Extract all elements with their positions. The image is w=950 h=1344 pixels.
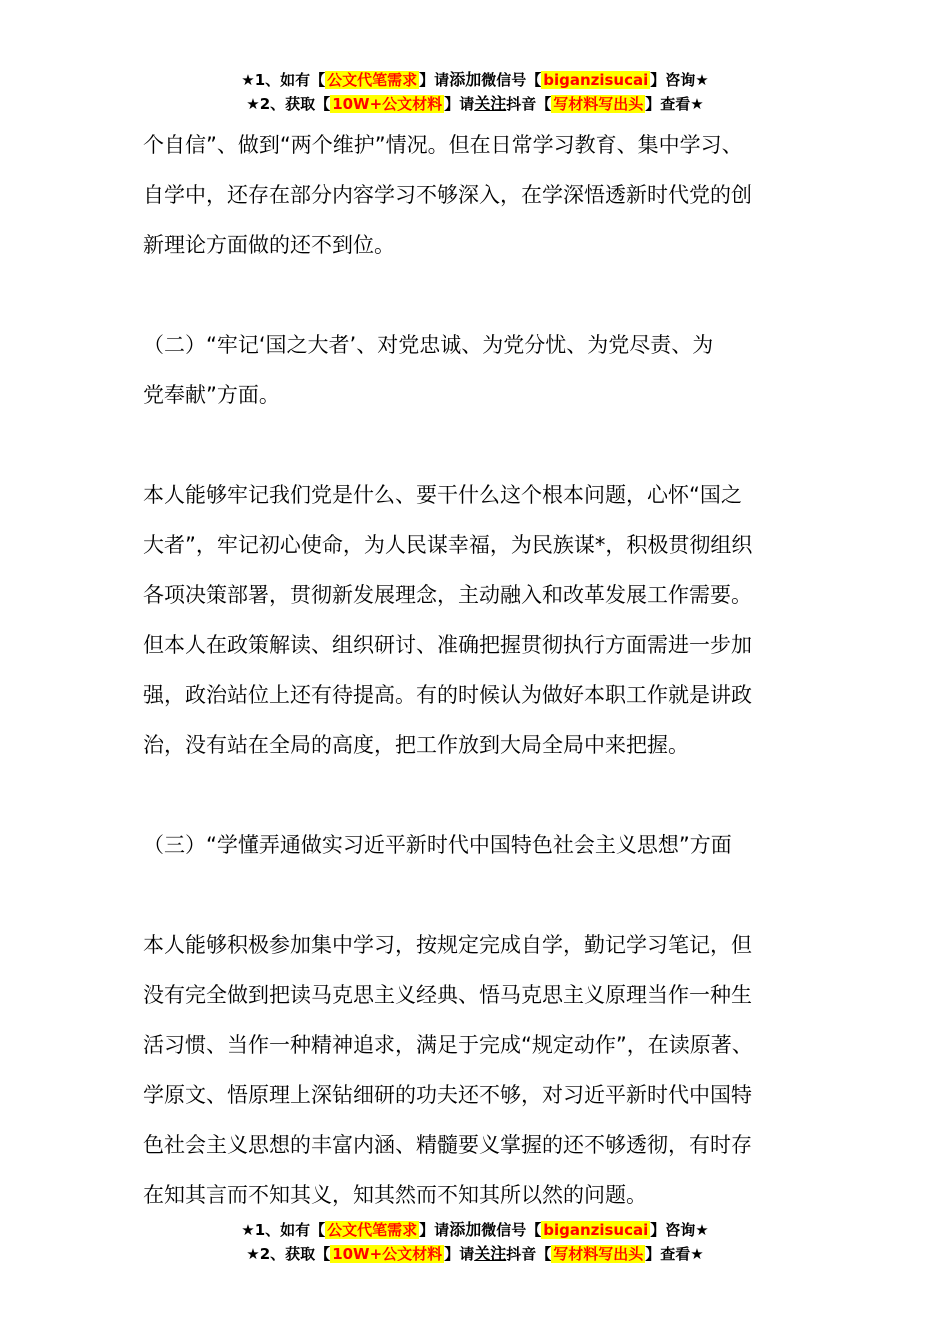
- banner-wechat-id: biganzisucai: [543, 1221, 649, 1239]
- banner-emphasis: 添加: [449, 1220, 482, 1239]
- banner-emphasis: 关注: [474, 94, 507, 113]
- banner-highlight: 10W+公文材料: [332, 95, 443, 113]
- banner-text: ★1、如有【: [241, 71, 326, 89]
- banner-highlight: 写材料写出头: [553, 1245, 644, 1263]
- banner-text: 】请: [444, 95, 475, 113]
- banner-line-1: [0, 68, 950, 92]
- banner-text: 】咨询★: [650, 71, 709, 89]
- document-body: [143, 120, 823, 1220]
- banner-text: 微信号【: [481, 1221, 542, 1239]
- banner-text: 抖音【: [506, 95, 552, 113]
- banner-highlight: 写材料写出头: [553, 95, 644, 113]
- paragraph-3: 本人能够积极参加集中学习，按规定完成自学，勤记学习笔记，但 没有完全做到把读马克思主义经典、悟马克思主义原理当作一种生 活习惯、当作一种精神追求，满足于完成“规定动作”，在读原著、 学原文、悟原理上深钻细研的功夫还不够，对习近平新时代中国特 色社会主义思想的丰富内涵、精髓要义掌握的还不够透彻，有时存 在知其言而不知其义，知其然而不知其所以然的问题。: [143, 933, 753, 1207]
- section-heading-2: （二）“牢记‘国之大者’、对党忠诚、为党分忧、为党尽责、为 党奉献”方面。: [143, 333, 714, 407]
- banner-highlight: 公文代笔需求: [327, 1221, 418, 1239]
- banner-text: 】查看★: [645, 95, 704, 113]
- banner-line-2: [0, 92, 950, 116]
- paragraph-2: 本人能够牢记我们党是什么、要干什么这个根本问题，心怀“国之 大者”，牢记初心使命，为人民谋幸福，为民族谋*，积极贯彻组织 各项决策部署，贯彻新发展理念，主动融入和改革发展工作需要。 但本人在政策解读、组织研讨、准确把握贯彻执行方面需进一步加 强，政治站位上还有待提高。有的时候认为做好本职工作就是讲政 治，没有站在全局的高度，把工作放到大局全局中来把握。: [143, 483, 753, 757]
- banner-text: ★2、获取【: [246, 1245, 331, 1263]
- paragraph-1: 个自信”、做到“两个维护”情况。但在日常学习教育、集中学习、 自学中，还存在部分内容学习不够深入，在学深悟透新时代党的创 新理论方面做的还不到位。: [143, 133, 752, 257]
- banner-text: 抖音【: [506, 1245, 552, 1263]
- banner-highlight: 10W+公文材料: [332, 1245, 443, 1263]
- banner-wechat-id: biganzisucai: [543, 71, 649, 89]
- banner-highlight: 公文代笔需求: [327, 71, 418, 89]
- banner-line-1: [0, 1218, 950, 1242]
- section-heading-3: （三）“学懂弄通做实习近平新时代中国特色社会主义思想”方面: [143, 833, 732, 857]
- banner-text: 】查看★: [645, 1245, 704, 1263]
- banner-text: 】请: [419, 71, 450, 89]
- banner-text: 】咨询★: [650, 1221, 709, 1239]
- banner-emphasis: 关注: [474, 1244, 507, 1263]
- banner-text: 】请: [419, 1221, 450, 1239]
- banner-text: ★2、获取【: [246, 95, 331, 113]
- header-banner: [0, 68, 950, 116]
- banner-line-2: [0, 1242, 950, 1266]
- banner-text: ★1、如有【: [241, 1221, 326, 1239]
- banner-text: 】请: [444, 1245, 475, 1263]
- banner-emphasis: 添加: [449, 70, 482, 89]
- footer-banner: [0, 1218, 950, 1266]
- banner-text: 微信号【: [481, 71, 542, 89]
